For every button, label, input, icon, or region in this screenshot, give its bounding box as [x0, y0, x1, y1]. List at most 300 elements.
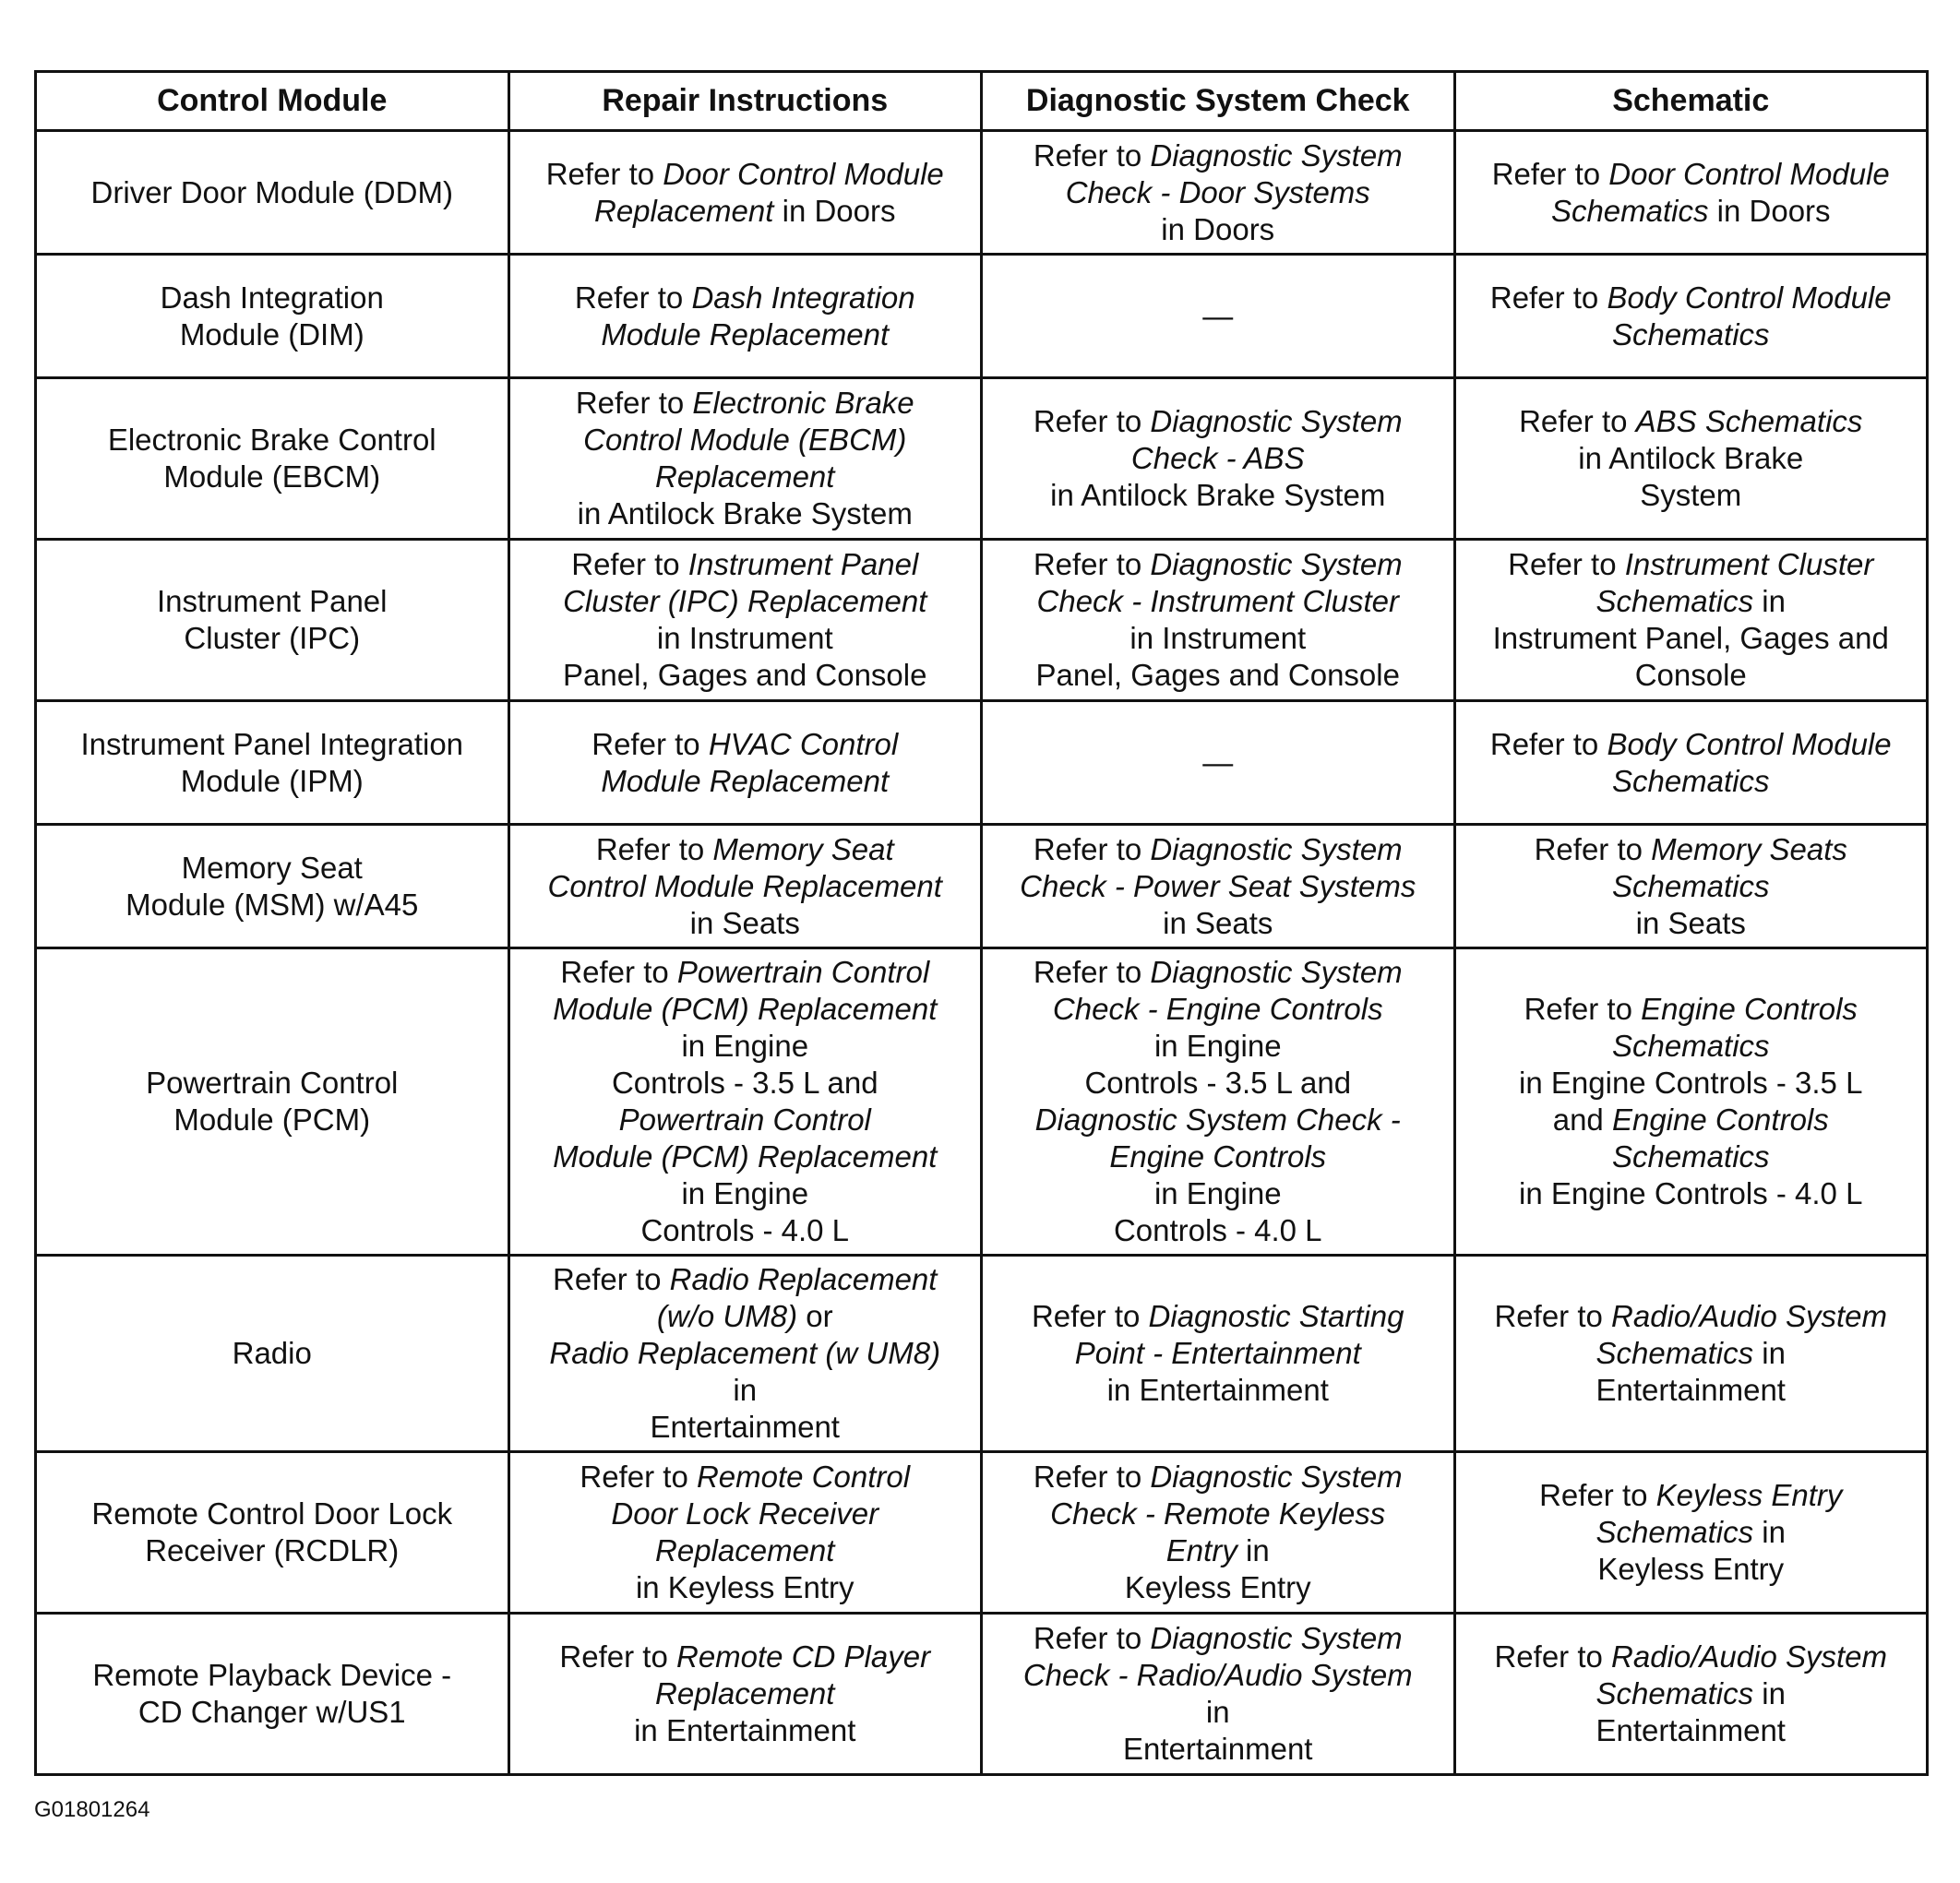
italic-reference: Diagnostic System [1150, 137, 1403, 173]
cell-text: Refer to [1534, 831, 1652, 866]
cell-text: Module (IPM) [180, 763, 364, 798]
cell-line [516, 905, 975, 942]
cell-text: in [1205, 1695, 1230, 1729]
cell-text: in [1753, 1515, 1786, 1549]
cell-line [1462, 620, 1921, 657]
cell-text: Refer to [1539, 1478, 1656, 1512]
cell-line [988, 174, 1448, 211]
cell-line [988, 1102, 1448, 1138]
cell-line [988, 1569, 1448, 1606]
cell-text: Refer to [1033, 404, 1151, 438]
cell-text: Dash Integration [160, 280, 384, 315]
cell-line [1462, 156, 1921, 193]
cell-text: Refer to [1033, 547, 1151, 581]
cell-line [1462, 440, 1921, 477]
italic-reference: Body Control Module [1607, 280, 1892, 315]
italic-reference: HVAC Control [708, 726, 899, 761]
italic-reference: Control Module (EBCM) [583, 423, 907, 457]
cell-text: CD Changer w/US1 [137, 1695, 406, 1729]
cell-diagnostic-check [982, 540, 1455, 701]
cell-schematic [1454, 255, 1928, 378]
cell-line [1462, 905, 1921, 942]
cell-line [516, 1639, 975, 1675]
italic-reference: Schematics [1611, 1139, 1770, 1174]
italic-reference: Instrument Cluster [1624, 547, 1874, 581]
cell-line [516, 1261, 975, 1298]
italic-reference: Instrument Panel [687, 547, 919, 581]
cell-text: Controls - 3.5 L and [1084, 1066, 1352, 1100]
cell-repair-instructions [508, 131, 982, 255]
cell-schematic [1454, 131, 1928, 255]
cell-line [516, 546, 975, 583]
cell-text: Refer to [595, 831, 713, 866]
cell-text: in Engine [1153, 1176, 1282, 1210]
cell-line [42, 1657, 502, 1694]
italic-reference: Schematics [1595, 1515, 1754, 1549]
cell-text: Controls - 3.5 L and [611, 1066, 878, 1100]
cell-text: Refer to [1033, 1621, 1151, 1655]
cell-line [516, 1675, 975, 1712]
italic-reference: Diagnostic System Check - [1034, 1102, 1401, 1137]
cell-text: Refer to [560, 955, 677, 989]
cell-line [988, 745, 1448, 781]
cell-text: Refer to [580, 1460, 697, 1494]
cell-control-module [36, 378, 509, 540]
cell-line [516, 657, 975, 694]
cell-text: Entertainment [1595, 1373, 1786, 1407]
italic-reference: Check - Engine Controls [1052, 992, 1383, 1026]
cell-line [1462, 1138, 1921, 1175]
cell-schematic [1454, 948, 1928, 1256]
italic-reference: Diagnostic System [1150, 1460, 1403, 1494]
cell-text: Controls - 4.0 L [640, 1213, 850, 1247]
cell-text: in [1753, 1336, 1786, 1370]
cell-line [988, 477, 1448, 514]
table-row [36, 825, 1928, 948]
cell-control-module [36, 948, 509, 1256]
cell-text: Remote Playback Device - [92, 1658, 452, 1692]
cell-line [1462, 726, 1921, 763]
cell-text: Driver Door Module (DDM) [90, 174, 453, 209]
cell-line [42, 1532, 502, 1569]
cell-text: — [1202, 745, 1234, 780]
cell-line [988, 137, 1448, 174]
table-row [36, 701, 1928, 825]
cell-text: in Entertainment [634, 1713, 856, 1747]
cell-line [988, 1694, 1448, 1731]
cell-text: in Keyless Entry [635, 1570, 855, 1604]
cell-line [42, 1335, 502, 1372]
cell-text: Refer to [1033, 1460, 1151, 1494]
cell-line [1462, 280, 1921, 316]
cell-line [988, 1657, 1448, 1694]
cell-diagnostic-check [982, 1614, 1455, 1775]
cell-line [516, 459, 975, 495]
cell-text: System [1640, 478, 1742, 512]
italic-reference: Radio Replacement (w UM8) [549, 1336, 941, 1370]
italic-reference: Door Control Module [663, 156, 944, 191]
cell-line [516, 991, 975, 1028]
cell-line [988, 954, 1448, 991]
cell-line [516, 280, 975, 316]
header-repair-instructions: Repair Instructions [508, 72, 982, 131]
cell-control-module [36, 540, 509, 701]
cell-line [1462, 1551, 1921, 1588]
cell-line [988, 403, 1448, 440]
cell-text: Module (PCM) [173, 1102, 371, 1137]
cell-line [1462, 193, 1921, 230]
cell-text: Keyless Entry [1597, 1552, 1785, 1586]
cell-line [42, 280, 502, 316]
italic-reference: Schematics [1611, 868, 1770, 903]
italic-reference: Replacement [655, 1533, 835, 1567]
cell-text: Refer to [1524, 992, 1642, 1026]
italic-reference: Schematics [1595, 1676, 1754, 1710]
cell-line [516, 583, 975, 620]
cell-line [516, 1409, 975, 1446]
cell-text: Controls - 4.0 L [1113, 1213, 1322, 1247]
italic-reference: (w/o UM8) [656, 1299, 798, 1333]
cell-text: in Engine Controls - 3.5 L [1519, 1066, 1863, 1100]
cell-text: in Engine Controls - 4.0 L [1519, 1176, 1863, 1210]
cell-repair-instructions [508, 378, 982, 540]
cell-text: Entertainment [1595, 1713, 1786, 1747]
cell-text: Keyless Entry [1124, 1570, 1311, 1604]
italic-reference: Keyless Entry [1655, 1478, 1843, 1512]
cell-text: Refer to [574, 280, 692, 315]
cell-text: in Seats [1635, 905, 1746, 940]
cell-text: in [1753, 584, 1786, 618]
cell-repair-instructions [508, 1452, 982, 1614]
cell-line [516, 1569, 975, 1606]
cell-line [516, 495, 975, 532]
cell-text: in Seats [689, 905, 800, 940]
cell-line [516, 1712, 975, 1749]
cell-schematic [1454, 1614, 1928, 1775]
italic-reference: Schematics [1611, 316, 1770, 352]
italic-reference: Body Control Module [1607, 726, 1892, 761]
cell-line [988, 991, 1448, 1028]
italic-reference: Door Lock Receiver [611, 1496, 879, 1531]
cell-repair-instructions [508, 948, 982, 1256]
italic-reference: Electronic Brake [692, 386, 914, 420]
table-row [36, 1614, 1928, 1775]
italic-reference: Check - Radio/Audio System [1022, 1658, 1413, 1692]
cell-text: Instrument Panel, Gages and [1492, 621, 1889, 655]
cell-text: in [1753, 1676, 1786, 1710]
cell-text: Refer to [1494, 1299, 1612, 1333]
cell-diagnostic-check [982, 825, 1455, 948]
cell-line [988, 440, 1448, 477]
cell-line [988, 1372, 1448, 1409]
cell-line [516, 1532, 975, 1569]
cell-text: Refer to [553, 1262, 670, 1296]
italic-reference: Diagnostic System [1150, 404, 1403, 438]
cell-text: Electronic Brake Control [107, 423, 436, 457]
cell-text: in Instrument [1129, 621, 1307, 655]
italic-reference: Dash Integration [691, 280, 915, 315]
italic-reference: Replacement [655, 459, 835, 494]
italic-reference: Radio/Audio System [1611, 1299, 1888, 1333]
cell-line [42, 850, 502, 887]
cell-text: and [1552, 1102, 1612, 1137]
cell-line [988, 1620, 1448, 1657]
cell-line [1462, 1514, 1921, 1551]
cell-line [516, 316, 975, 353]
cell-text: in Antilock Brake System [1050, 478, 1386, 512]
cell-text: in Doors [1708, 193, 1831, 228]
cell-line [988, 1028, 1448, 1065]
cell-text: in Instrument [656, 621, 833, 655]
cell-line [1462, 583, 1921, 620]
cell-line [516, 726, 975, 763]
cell-text: Refer to [1033, 137, 1151, 173]
cell-control-module [36, 131, 509, 255]
cell-text: Remote Control Door Lock [91, 1496, 453, 1531]
cell-schematic [1454, 378, 1928, 540]
italic-reference: Engine Controls [1641, 992, 1858, 1026]
cell-repair-instructions [508, 701, 982, 825]
cell-line [1462, 1372, 1921, 1409]
italic-reference: Schematics [1595, 1336, 1754, 1370]
cell-text: Entertainment [1123, 1732, 1313, 1766]
cell-line [1462, 1639, 1921, 1675]
italic-reference: Engine Controls [1109, 1139, 1327, 1174]
cell-text: in Antilock Brake [1578, 441, 1804, 475]
cell-line [988, 1496, 1448, 1532]
header-row [36, 72, 1928, 131]
italic-reference: Diagnostic System [1150, 1621, 1403, 1655]
cell-line [42, 726, 502, 763]
cell-line [988, 298, 1448, 335]
italic-reference: Check - Remote Keyless [1050, 1496, 1386, 1531]
cell-text: in Seats [1163, 905, 1273, 940]
cell-line [1462, 763, 1921, 800]
cell-text: in Engine [681, 1029, 809, 1063]
cell-line [516, 868, 975, 905]
cell-line [1462, 1028, 1921, 1065]
cell-line [1462, 1065, 1921, 1102]
cell-line [988, 657, 1448, 694]
cell-text: Receiver (RCDLR) [145, 1533, 400, 1567]
cell-line [1462, 1712, 1921, 1749]
cell-line [516, 1372, 975, 1409]
figure-id: G01801264 [34, 1797, 150, 1822]
cell-text: in Doors [773, 193, 896, 228]
cell-line [988, 620, 1448, 657]
cell-line [42, 174, 502, 211]
cell-line [988, 905, 1448, 942]
table-row [36, 131, 1928, 255]
cell-text: Refer to [1494, 1639, 1612, 1674]
cell-line [1462, 1477, 1921, 1514]
cell-control-module [36, 1614, 509, 1775]
cell-line [1462, 657, 1921, 694]
cell-text: Refer to [1033, 955, 1151, 989]
cell-diagnostic-check [982, 1256, 1455, 1452]
cell-text: Refer to [571, 547, 688, 581]
cell-line [42, 1102, 502, 1138]
cell-line [516, 1298, 975, 1335]
cell-line [516, 1138, 975, 1175]
cell-text: Module (EBCM) [163, 459, 381, 494]
cell-line [1462, 831, 1921, 868]
cell-line [988, 1175, 1448, 1212]
cell-line [42, 583, 502, 620]
cell-text: in Engine [1153, 1029, 1282, 1063]
cell-text: Refer to [1519, 404, 1636, 438]
table-row [36, 1452, 1928, 1614]
italic-reference: Engine Controls [1611, 1102, 1829, 1137]
cell-control-module [36, 1256, 509, 1452]
cell-text: Memory Seat [181, 850, 363, 885]
cell-text: in Doors [1161, 211, 1275, 246]
cell-schematic [1454, 701, 1928, 825]
cell-line [516, 763, 975, 800]
italic-reference: Replacement [593, 193, 774, 228]
cell-text: Panel, Gages and Console [563, 658, 927, 692]
cell-control-module [36, 255, 509, 378]
cell-line [988, 546, 1448, 583]
cell-text: Powertrain Control [146, 1066, 399, 1100]
italic-reference: Diagnostic Starting [1148, 1299, 1404, 1333]
cell-line [516, 1459, 975, 1496]
italic-reference: Module (PCM) Replacement [553, 1139, 938, 1174]
cell-line [1462, 316, 1921, 353]
italic-reference: Powertrain Control [618, 1102, 871, 1137]
cell-line [1462, 1298, 1921, 1335]
table-row [36, 1256, 1928, 1452]
cell-text: Refer to [1033, 831, 1151, 866]
cell-text: Module (MSM) w/A45 [125, 887, 419, 922]
italic-reference: Radio Replacement [669, 1262, 938, 1296]
cell-line [516, 1212, 975, 1249]
cell-line [1462, 1335, 1921, 1372]
cell-diagnostic-check [982, 701, 1455, 825]
italic-reference: Check - Instrument Cluster [1036, 584, 1399, 618]
italic-reference: Remote CD Player [675, 1639, 931, 1674]
italic-reference: Check - ABS [1130, 441, 1305, 475]
cell-line [516, 954, 975, 991]
cell-line [516, 1496, 975, 1532]
italic-reference: Schematics [1595, 584, 1754, 618]
italic-reference: Cluster (IPC) Replacement [563, 584, 927, 618]
cell-text: Panel, Gages and Console [1035, 658, 1400, 692]
cell-line [988, 1459, 1448, 1496]
table-row [36, 540, 1928, 701]
table-row [36, 948, 1928, 1256]
cell-text: Refer to [1489, 280, 1607, 315]
table-row [36, 255, 1928, 378]
cell-text: Refer to [1489, 726, 1607, 761]
cell-line [42, 422, 502, 459]
cell-line [988, 1065, 1448, 1102]
cell-repair-instructions [508, 1614, 982, 1775]
cell-line [988, 1532, 1448, 1569]
cell-text: Entertainment [650, 1410, 840, 1444]
cell-line [516, 156, 975, 193]
cell-line [516, 385, 975, 422]
cell-line [988, 868, 1448, 905]
cell-repair-instructions [508, 255, 982, 378]
cell-line [42, 1065, 502, 1102]
cell-line [988, 1298, 1448, 1335]
cell-repair-instructions [508, 540, 982, 701]
italic-reference: Check - Power Seat Systems [1020, 868, 1416, 903]
cell-schematic [1454, 825, 1928, 948]
table-row [36, 378, 1928, 540]
cell-line [516, 422, 975, 459]
cell-line [988, 1335, 1448, 1372]
italic-reference: Memory Seats [1651, 831, 1847, 866]
cell-text: Refer to [575, 386, 693, 420]
italic-reference: Schematics [1611, 763, 1770, 798]
cell-line [1462, 1675, 1921, 1712]
cell-control-module [36, 825, 509, 948]
cell-diagnostic-check [982, 948, 1455, 1256]
italic-reference: ABS Schematics [1635, 404, 1863, 438]
cell-text: in Antilock Brake System [577, 496, 913, 530]
italic-reference: Schematics [1611, 1029, 1770, 1063]
italic-reference: Control Module Replacement [547, 868, 942, 903]
cell-line [42, 620, 502, 657]
cell-line [988, 1731, 1448, 1768]
cell-line [516, 1028, 975, 1065]
cell-line [516, 1065, 975, 1102]
italic-reference: Entry [1165, 1533, 1237, 1567]
cell-line [516, 1102, 975, 1138]
cell-line [42, 887, 502, 924]
cell-line [516, 831, 975, 868]
cell-line [1462, 991, 1921, 1028]
cell-diagnostic-check [982, 1452, 1455, 1614]
cell-text: — [1202, 298, 1234, 333]
cell-line [988, 1212, 1448, 1249]
cell-schematic [1454, 1452, 1928, 1614]
cell-text: Refer to [1491, 156, 1609, 191]
italic-reference: Radio/Audio System [1611, 1639, 1888, 1674]
cell-text: Console [1634, 658, 1747, 692]
cell-schematic [1454, 540, 1928, 701]
italic-reference: Check - Door Systems [1065, 174, 1370, 209]
cell-schematic [1454, 1256, 1928, 1452]
cell-diagnostic-check [982, 255, 1455, 378]
cell-control-module [36, 701, 509, 825]
cell-line [1462, 1175, 1921, 1212]
cell-line [988, 831, 1448, 868]
italic-reference: Module Replacement [601, 316, 890, 352]
cell-line [988, 1138, 1448, 1175]
cell-line [42, 763, 502, 800]
cell-line [42, 459, 502, 495]
cell-line [42, 1496, 502, 1532]
cell-text: in Engine [681, 1176, 809, 1210]
cell-text: Refer to [545, 156, 663, 191]
cell-text: Instrument Panel [157, 584, 388, 618]
italic-reference: Diagnostic System [1150, 547, 1403, 581]
cell-line [516, 1335, 975, 1372]
reference-table [34, 70, 1929, 1776]
cell-text: Refer to [1508, 547, 1625, 581]
cell-text: in [1237, 1533, 1270, 1567]
cell-line [1462, 403, 1921, 440]
cell-line [516, 193, 975, 230]
cell-text: in [733, 1373, 758, 1407]
cell-line [1462, 1102, 1921, 1138]
cell-text: Refer to [592, 726, 709, 761]
header-diagnostic-system-check: Diagnostic System Check [982, 72, 1455, 131]
table-body [36, 131, 1928, 1775]
